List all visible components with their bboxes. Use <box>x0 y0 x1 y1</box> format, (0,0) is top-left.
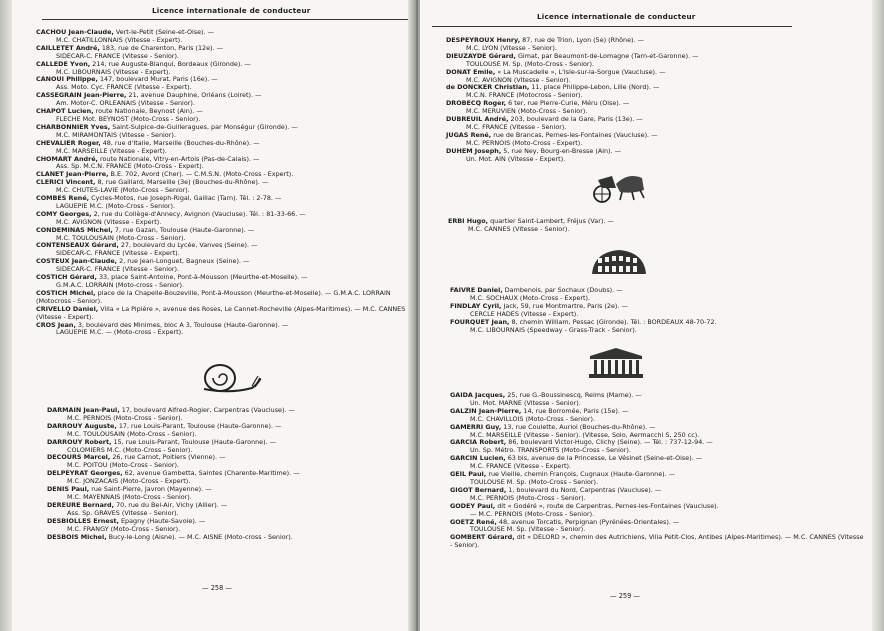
temple-ornament-icon <box>588 346 644 380</box>
directory-entry <box>450 319 860 335</box>
directory-entry <box>446 148 866 164</box>
entry-address: 7, rue Gazan, Toulouse (Haute-Garonne). — <box>112 225 255 234</box>
entry-name: CHOMART André, <box>36 154 98 163</box>
entry-address: 70, rue du Bel-Air, Vichy (Allier). — <box>114 500 228 509</box>
directory-entry <box>47 534 397 542</box>
entry-address: 11, place Philippe-Lebon, Lille (Nord). — <box>529 83 660 92</box>
directory-entry <box>36 290 414 306</box>
entry-name: CALLEDE Yvon, <box>36 59 91 68</box>
entry-address: 27, boulevard du Lycée, Vanves (Seine). — <box>118 241 258 250</box>
header-rule <box>432 26 792 27</box>
entry-name: DELPEYRAT Georges, <box>47 469 123 478</box>
entry-club: CERCLE HADES (Vitesse - Expert). <box>470 309 579 318</box>
entry-address: rue de Brancas, Pernes-les-Fontaines (Vaucluse). — <box>491 130 658 139</box>
entry-address: Epagny (Haute-Savoie). — <box>118 516 206 525</box>
entry-name: CONDEMINAS Michel, <box>36 225 113 234</box>
entry-address: 48, rue d'Italie, Marseille (Bouches-du-Rhône). — <box>100 138 260 147</box>
directory-entry <box>450 287 860 303</box>
directory-entry <box>47 423 397 439</box>
entry-club: COLOMIERS M.C. (Moto-Cross - Senior). <box>67 445 193 454</box>
directory-entry <box>36 29 414 45</box>
page-header: Licence internationale de conducteur <box>537 12 696 21</box>
page-number: — 259 — <box>610 592 640 600</box>
entry-club: M.C. CHUTES-LAVIE (Moto-Cross - Senior). <box>56 186 190 195</box>
entry-club: Un. Sp. Métro. TRANSPORTS (Moto-Cross - Senior). <box>470 446 631 455</box>
snail-ornament-icon <box>200 360 262 394</box>
entry-address: Cycles-Motos, rue Joseph-Rigal, Gaillac (Tarn). Tél. : 2-78. — <box>89 194 282 203</box>
entry-name: ERBI Hugo, <box>448 217 489 225</box>
entry-club: M.C. JONZACAIS (Moto-Cross - Expert). <box>67 477 191 486</box>
directory-entry <box>36 179 414 195</box>
entry-club: LAGUEPIE M.C. (Moto-Cross - Senior). <box>56 201 176 210</box>
entry-club: SIDECAR-C. FRANCE (Vitesse - Senior). <box>56 265 180 274</box>
entry-address: rue Vieille, chemin François, Cugnaux (Haute-Garonne). — <box>486 470 676 479</box>
entry-name: DROBECQ Roger, <box>446 99 507 108</box>
directory-entry <box>450 534 865 550</box>
entry-address: 48, avenue Torcatis, Perpignan (Pyrénées-Orientales). — <box>496 517 680 526</box>
entry-club: FLECHE Mot. BEYNOST (Moto-Cross - Senior). <box>56 114 201 123</box>
entry-club: M.C. MIRAMONTAIS (Vitesse - Senior). <box>56 130 176 139</box>
entry-club: M.C. MAYENNAIS (Moto-Cross - Senior). <box>67 492 192 501</box>
entry-address: 33, place Saint-Antoine, Pont-à-Mousson (Meurthe-et-Moselle). — <box>96 273 308 282</box>
entry-name: DEREURE Bernard, <box>47 500 115 509</box>
entry-address: rue Saint-Pierre, Javron (Mayenne). — <box>89 485 212 494</box>
entry-address: 3, boulevard des Minimes, bloc A 3, Toulouse (Haute-Garonne). — <box>75 320 289 329</box>
directory-entry <box>450 503 865 519</box>
directory-entry <box>36 76 414 92</box>
entry-address: 87, rue de Trion, Lyon (5e) (Rhône). — <box>520 36 644 44</box>
entry-name: CRIVELLO Daniel, <box>36 304 99 313</box>
entry-address: place de la Chapelle-Bouzeville, Pont-à-Mousson (Meurthe-et-Moselle). — G.M.A.C. LORRAIN (Motocross - Senior). <box>36 288 391 305</box>
directory-entry <box>450 408 865 424</box>
page-number: — 258 — <box>202 584 232 592</box>
entry-name: FAIVRE Daniel, <box>450 286 503 294</box>
entry-name: DARMAIN Jean-Paul, <box>47 406 120 414</box>
entry-name: COMBES René, <box>36 194 90 203</box>
directory-entry <box>450 303 860 319</box>
entry-club: Un. Mot. AIN (Vitesse - Expert). <box>466 154 566 163</box>
directory-entry <box>36 45 414 61</box>
entry-list-f <box>450 287 860 334</box>
entry-club: M.C. CHATILLONNAIS (Vitesse - Expert). <box>56 35 183 44</box>
entry-name: DONAT Emile, <box>446 67 496 76</box>
entry-name: CHAPOT Lucien, <box>36 107 94 116</box>
directory-entry <box>47 439 397 455</box>
directory-entry <box>47 407 397 423</box>
entry-name: COSTEUX Jean-Claude, <box>36 257 118 266</box>
entry-address: Saint-Sulpice-de-Guilleragues, par Monségur (Gironde). — <box>110 122 298 131</box>
entry-address: 1, boulevard du Nord, Carpentras (Vaucluse). — <box>506 485 662 494</box>
entry-name: GOETZ René, <box>450 517 497 526</box>
entry-name: GALZIN Jean-Pierre, <box>450 406 522 415</box>
entry-club: M.C. LYON (Vitesse - Senior). <box>466 43 557 52</box>
header-rule <box>42 19 410 20</box>
entry-address: Gimat, par Beaumont-de-Lomagne (Tarn-et-Garonne). — <box>515 51 699 60</box>
entry-club: Ass. Moto. Cyc. FRANCE (Vitesse - Expert). <box>56 83 192 92</box>
entry-name: GARCIA Robert, <box>450 438 507 447</box>
directory-entry <box>446 69 866 85</box>
entry-name: GAIDA Jacques, <box>450 391 506 399</box>
entry-name: CASSEGRAIN Jean-Pierre, <box>36 91 127 100</box>
entry-club: M.C. PERNOIS (Moto-Cross - Senior). <box>67 413 183 422</box>
directory-entry <box>448 218 868 234</box>
entry-address: 63 bis, avenue de la Princesse, Le Vésinet (Seine-et-Oise). — <box>505 454 703 463</box>
directory-entry <box>446 53 866 69</box>
entry-club: M.C. POITOU (Moto-Cross - Senior). <box>67 461 180 470</box>
entry-club: SIDECAR-C. FRANCE (Vitesse - Expert). <box>56 249 180 258</box>
entry-club: M.C. CHAVILLOIS (Moto-Cross - Senior). <box>470 414 595 423</box>
entry-club: M.C. FRANGY (Moto-Cross - Senior). <box>67 524 181 533</box>
entry-address: Vert-le-Petit (Seine-et-Oise). — <box>113 28 214 36</box>
entry-name: GARCIN Lucien, <box>450 454 506 463</box>
entry-list-d <box>446 37 866 164</box>
entry-name: DESBIOLLES Ernest, <box>47 516 119 525</box>
entry-club: M.C. FRANCE (Vitesse - Senior). <box>466 122 567 131</box>
entry-club: M.C. MERUVIEN (Moto-Cross - Senior). <box>466 107 588 116</box>
directory-entry <box>36 306 414 322</box>
entry-club: M.C. TOULOUSAIN (Moto-Cross - Senior). <box>56 233 186 242</box>
entry-address: dit « Godéré », route de Carpentras, Pernes-les-Fontaines (Vaucluse). <box>495 501 719 510</box>
entry-address: Villa « La Pipière », avenue des Roses, Le Cannet-Rocheville (Alpes-Maritimes). — M.C. CANNES (Vitesse - Expert). <box>36 304 406 321</box>
entry-club: M.C. PERNOIS (Moto-Cross - Senior). <box>470 493 586 502</box>
entry-club: G.M.A.C. LORRAIN (Moto-cross - Senior). <box>56 281 184 289</box>
page-header: Licence internationale de conducteur <box>152 6 311 15</box>
entry-club: M.C. CANNES (Vitesse - Senior). <box>468 224 570 233</box>
entry-club: M.C. TOULOUSAIN (Moto-Cross - Senior). <box>67 429 197 438</box>
entry-address: 86, boulevard Victor-Hugo, Clichy (Seine). — Tél. : 737-12-94. — <box>506 438 713 447</box>
entry-club: LAGUEPIE M.C. — (Moto-cross - Expert). <box>56 328 184 337</box>
entry-name: CAILLETET André, <box>36 43 100 52</box>
entry-address: 25, rue G.-Boussinescq, Reims (Marne). — <box>505 391 642 399</box>
entry-club: Ass. Sp. GRAVES (Vitesse - Senior). <box>67 508 179 517</box>
entry-address: 14, rue Borromée, Paris (15e). — <box>521 406 629 415</box>
entry-name: COSTICH Gérard, <box>36 273 97 282</box>
entry-name: CLERICI Vincent, <box>36 178 96 187</box>
entry-club: M.C. FRANCE (Vitesse - Expert). <box>470 462 571 471</box>
directory-entry <box>36 92 414 108</box>
chariot-ornament-icon <box>588 168 648 204</box>
entry-club: M.C. AVIGNON (Vitesse - Senior). <box>466 75 571 84</box>
entry-list-c <box>36 29 414 337</box>
directory-entry <box>36 124 414 140</box>
entry-address: 17, boulevard Alfred-Rogier, Carpentras (Vaucluse). — <box>119 406 295 414</box>
entry-name: FINDLAY Cyril, <box>450 301 502 310</box>
entry-club: M.C. LIBOURNAIS (Vitesse - Expert). <box>56 67 171 76</box>
entry-club: M.C. MARSEILLE (Vitesse - Senior). (Vitesse, Solo, Aermacchi S, 250 cc). <box>470 430 700 439</box>
directory-entry <box>450 455 865 471</box>
entry-name: DESPEYROUX Henry, <box>446 36 521 44</box>
right-page-edge <box>872 0 884 631</box>
directory-entry <box>47 518 397 534</box>
directory-entry <box>47 470 397 486</box>
entry-address: B.E. 702, Avord (Cher). — C.M.S.N. (Moto-Cross - Expert). <box>108 170 294 179</box>
entry-name: DARROUY Auguste, <box>47 421 117 430</box>
entry-name: DUBREUIL André, <box>446 115 509 124</box>
entry-club: Ass. Sp. M.C.N. FRANCE (Moto-Cross - Expert). <box>56 162 204 171</box>
entry-club: M.C. LIBOURNAIS (Speedway - Grass-Track - Senior). <box>470 325 637 334</box>
entry-address: 21, avenue Dauphine, Orléans (Loiret). — <box>126 91 262 100</box>
directory-entry <box>36 156 414 172</box>
entry-club: Am. Motor-C. ORLEANAIS (Vitesse - Senior). <box>56 99 195 108</box>
entry-club: M.C.N. FRANCE (Motocross - Senior). <box>466 91 583 100</box>
directory-entry <box>36 211 414 227</box>
entry-club: M.C. PERNOIS (Moto-Cross - Expert). <box>466 138 583 147</box>
directory-entry <box>450 424 865 440</box>
entry-club: SIDECAR-C. FRANCE (Vitesse - Senior). <box>56 51 180 60</box>
entry-address: route Nationale, Vitry-en-Artois (Pas-de-Calais). — <box>97 154 260 163</box>
directory-entry <box>446 84 866 100</box>
entry-name: GODEY Paul, <box>450 501 496 510</box>
entry-address: 2, rue Jean-Longuet, Bagneux (Seine). — <box>117 257 250 266</box>
entry-name: COSTICH Michel, <box>36 288 96 297</box>
directory-entry <box>47 454 397 470</box>
entry-name: CLANET Jean-Pierre, <box>36 170 109 179</box>
entry-name: JUGAS René, <box>446 130 492 139</box>
directory-entry <box>36 322 414 338</box>
entry-address: « La Muscadelle », L'Isle-sur-la-Sorgue (Vaucluse). — <box>495 67 666 76</box>
entry-address: 5, rue Ney, Bourg-en-Bresse (Ain). — <box>501 146 621 155</box>
entry-address: Bucy-le-Long (Aisne). — M.C. AISNE (Moto-cross - Senior). <box>106 532 293 541</box>
directory-entry <box>47 486 397 502</box>
entry-club: M.C. MARSEILLE (Vitesse - Expert). <box>56 146 167 155</box>
entry-name: FOURQUET Jean, <box>450 317 510 326</box>
entry-address: 17, rue Louis-Parant, Toulouse (Haute-Garonne). — <box>116 421 282 430</box>
entry-name: de DONCKER Christian, <box>446 83 530 92</box>
directory-entry <box>446 100 866 116</box>
entry-club: TOULOUSE M. Sp. (Vitesse - Senior). <box>470 525 586 534</box>
entry-address: 8, chemin William, Pessac (Gironde). Tél. : BORDEAUX 48-70-72. <box>509 317 717 326</box>
entry-name: DIEUZAYDE Gérard, <box>446 51 516 60</box>
entry-address: 8, rue Gaillard, Marseille (3e) (Bouches-du-Rhône). — <box>95 178 269 187</box>
entry-address: 2, rue du Collège-d'Annecy, Avignon (Vaucluse). Tél. : 81-33-66. — <box>91 209 306 218</box>
entry-club: Un. Mot. MARNE (Vitesse - Senior). <box>470 398 581 407</box>
directory-entry <box>36 227 414 243</box>
directory-entry <box>47 502 397 518</box>
directory-entry <box>36 61 414 77</box>
entry-name: DECOURS Marcel, <box>47 453 111 462</box>
entry-address: 15, rue Louis-Parant, Toulouse (Haute-Garonne). — <box>111 437 277 446</box>
entry-club: TOULOUSE M. Sp. (Moto-Cross - Senior). <box>470 477 599 486</box>
entry-list-e <box>448 218 868 234</box>
entry-name: CHEVALIER Roger, <box>36 138 101 147</box>
directory-entry <box>446 132 866 148</box>
entry-name: CONTENSEAUX Gérard, <box>36 241 119 250</box>
entry-name: CROS Jean, <box>36 320 76 329</box>
entry-address: 183, rue de Charenton, Paris (12e). — <box>99 43 223 52</box>
directory-entry <box>450 439 865 455</box>
entry-name: GIGOT Bernard, <box>450 485 507 494</box>
entry-club: M.C. AVIGNON (Vitesse - Expert). <box>56 217 162 226</box>
directory-entry <box>446 37 866 53</box>
entry-club: — M.C. PERNOIS (Moto-Cross - Senior). <box>470 509 595 518</box>
entry-name: DARROUY Robert, <box>47 437 112 446</box>
entry-name: DUHEM Joseph, <box>446 146 502 155</box>
directory-entry <box>36 258 414 274</box>
directory-entry <box>450 471 865 487</box>
entry-club: M.C. SOCHAUX (Moto-Cross - Expert). <box>470 293 590 302</box>
entry-address: quartier Saint-Lambert, Fréjus (Var). — <box>488 217 614 225</box>
directory-entry <box>450 487 865 503</box>
colosseum-ornament-icon <box>590 246 648 276</box>
entry-name: DESBOIS Michel, <box>47 532 107 541</box>
directory-entry <box>36 140 414 156</box>
entry-address: 147, boulevard Murat, Paris (16e). — <box>97 75 218 84</box>
left-page <box>12 0 414 631</box>
entry-list-d <box>47 407 397 541</box>
entry-address: dit « DELORD », chemin des Autrichiens, Villa Petit-Clos, Antibes (Alpes-Maritimes). — M.C. CANNES (Vitesse - Senior). <box>450 533 864 550</box>
entry-name: GOMBERT Gérard, <box>450 533 515 542</box>
directory-entry <box>36 242 414 258</box>
right-page <box>420 0 872 631</box>
entry-club: TOULOUSE M. Sp. (Moto-Cross - Senior). <box>466 59 595 68</box>
entry-address: route Nationale, Beynost (Ain). — <box>93 107 203 116</box>
entry-name: CACHOU Jean-Claude, <box>36 28 114 36</box>
directory-entry <box>450 519 865 535</box>
entry-address: 26, rue Carnot, Poitiers (Vienne). — <box>110 453 226 462</box>
entry-address: 13, rue Coulette, Auriol (Bouches-du-Rhône). — <box>501 422 656 431</box>
directory-entry <box>36 195 414 211</box>
entry-name: COMY Georges, <box>36 209 92 218</box>
entry-address: 62, avenue Gambetta, Saintes (Charente-Maritime). — <box>122 469 300 478</box>
entry-address: 6 ter, rue Pierre-Curie, Méru (Oise). — <box>506 99 630 108</box>
directory-entry <box>446 116 866 132</box>
directory-entry <box>36 274 414 290</box>
entry-address: 203, boulevard de la Gare, Paris (13e). — <box>508 115 643 124</box>
directory-entry <box>450 392 865 408</box>
entry-address: Dambenois, par Sochaux (Doubs). — <box>502 286 623 294</box>
entry-name: DENIS Paul, <box>47 485 90 494</box>
entry-name: GEIL Paul, <box>450 470 487 479</box>
entry-address: 214, rue Auguste-Blanqui, Bordeaux (Gironde). — <box>90 59 251 68</box>
directory-entry <box>36 108 414 124</box>
entry-list-g <box>450 392 865 550</box>
entry-address: Jack, 59, rue Montmartre, Paris (2e). — <box>501 301 628 310</box>
entry-name: CHARBONNIER Yves, <box>36 122 111 131</box>
entry-name: GAMERRI Guy, <box>450 422 502 431</box>
entry-name: CANOUI Philippe, <box>36 75 98 84</box>
